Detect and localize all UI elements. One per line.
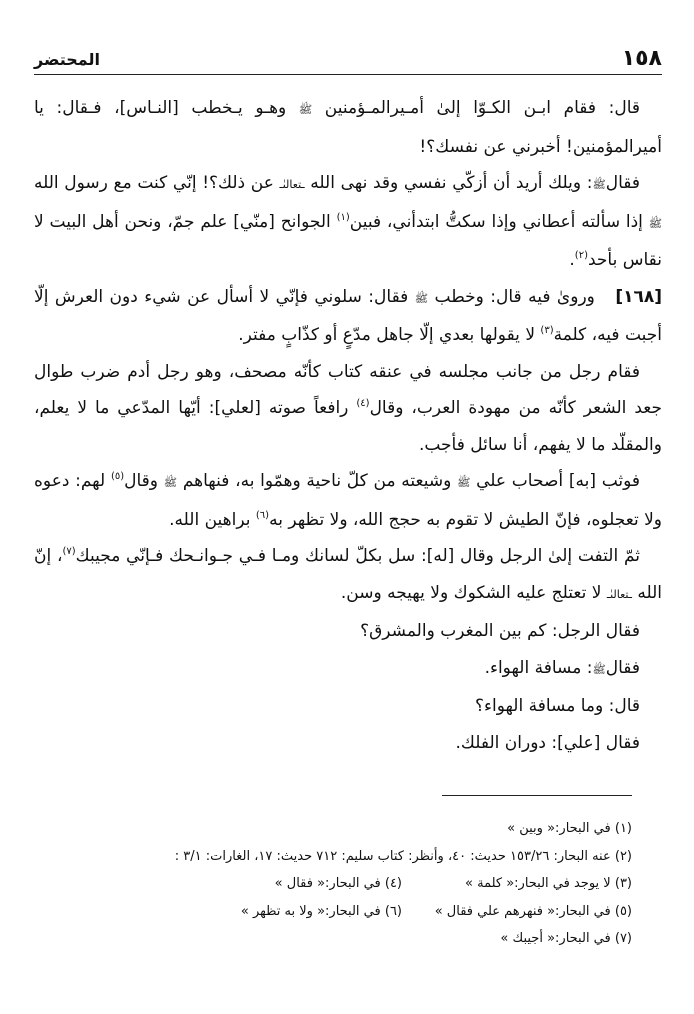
footnote-1: (١) في البحار:« وبين » [507, 821, 632, 836]
footnote-6: (٦) في البحار:« ولا به تظهر » [240, 903, 402, 919]
footnote-7: (٧) في البحار:« أجيبك » [500, 931, 632, 946]
text-span: وروىٰ فيه قال: وخطب [434, 286, 595, 307]
honorific-symbol: ﷺ [414, 291, 429, 305]
footnote-ref-5[interactable]: (٥) [110, 471, 125, 482]
hadith-number: [١٦٨] [615, 286, 663, 307]
honorific-symbol: ﷺ [592, 662, 606, 676]
main-text [34, 90, 662, 761]
honorific-symbol: ﷺ [592, 178, 606, 191]
footnote-row [34, 898, 632, 926]
paragraph-3 [34, 279, 662, 354]
text-span: لهم: دعوه ولا تعجلوه، فإنّ الطيش لا تقوم به حجج الله، ولا تظهر به [34, 471, 662, 530]
footnote-4: (٤) في البحار:« فقال » [274, 876, 402, 891]
footnote-row [34, 870, 632, 898]
footnote-divider [442, 795, 632, 796]
text-span: : مسافة الهواء. [484, 657, 593, 678]
paragraph-10: فقال [علي]: دوران الفلك. [455, 732, 640, 753]
paragraph-6 [34, 538, 662, 613]
paragraph-1 [34, 90, 662, 165]
page-number: ١٥٨ [621, 46, 662, 71]
footnote-5: (٥) في البحار:« فنهرهم علي فقال » [434, 903, 632, 919]
text-span: : ويلك أريد أن أزكّي نفسي وقد نهى الله [310, 173, 593, 193]
text-span: ، إنّ الله [34, 546, 662, 603]
footnote-ref-6[interactable]: (٦) [255, 509, 270, 521]
text-span: فقال: سلوني فإنّي لا أسأل عن شيء دون العرش إلّا أجبت فيه، كلمة [34, 286, 662, 345]
running-title: المحتضر [34, 50, 100, 69]
footnote-ref-7[interactable]: (٧) [62, 546, 76, 557]
paragraph-9: قال: وما مسافة الهواء؟ [474, 696, 640, 716]
text-span: فوثب [به] أصحاب علي [476, 471, 641, 491]
footnote-2: (٢) عنه البحار: ١٥٣/٢٦ حديث: ٤٠، وأنظر: كتاب سليم: ٧١٢ حديث: ١٧، الغارات: ٣/١ : [174, 848, 632, 864]
paragraph-4 [34, 354, 662, 464]
text-span: رافعاً صوته [لعلي]: أيّها المدّعي ما لا يعلم، والمقلّد ما لا يفهم، أنا سائل فأجب. [34, 398, 662, 455]
honorific-symbol: ﷺ [298, 103, 313, 116]
footnote-3: (٣) لا يوجد في البحار:« كلمة » [465, 876, 632, 891]
taala-formula: ـتعالىٰـ [279, 178, 305, 191]
text-span: وهـو يـخطب [النـاس]، فـقال: يا أميرالمؤمنين! أخبرني عن نفسك؟! [34, 98, 662, 157]
text-span: عن ذلك؟! إنّي كنت مع رسول الله [34, 173, 274, 193]
footnote-ref-3[interactable]: (٣) [540, 325, 554, 336]
paragraph-2 [34, 165, 662, 279]
text-span: إذا سألته أعطاني وإذا سكتُّ ابتدأني، فبين [349, 211, 643, 232]
text-span: وقال [124, 471, 159, 491]
text-span: فقال [605, 657, 640, 678]
page-header [34, 40, 662, 75]
honorific-symbol: ﷺ [457, 476, 471, 489]
text-span: فقال [605, 173, 640, 193]
text-span: الجوانح [منّي] علم جمّ، ونحن أهل البيت لا نقاس بأحد [34, 211, 662, 270]
text-span: براهين الله. [169, 509, 251, 530]
text-span: قال: فقام ابـن الكـوّا إلىٰ أمـيرالمـؤمنين [324, 98, 640, 118]
paragraph-8 [34, 650, 662, 689]
salawat-symbol: ﷺ [648, 216, 662, 230]
paragraph-7: فقال الرجل: كم بين المغرب والمشرق؟ [360, 621, 640, 641]
text-span: لا يقولها بعدي إلّا جاهل مدّعٍ أو كذّابٍ مفتر. [238, 325, 536, 345]
taala-formula: ـتعالىٰـ [606, 587, 632, 601]
honorific-symbol: ﷺ [163, 476, 178, 489]
text-span: لا تعتلج عليه الشكوك ولا يهيجه وسن. [340, 582, 602, 603]
footnote-ref-2[interactable]: (٢) [574, 250, 588, 261]
text-span: . [569, 250, 575, 270]
paragraph-5 [34, 463, 662, 538]
text-span: ثمّ التفت إلىٰ الرجل وقال [له]: سل بكلّ لسانك ومـا فـي جـوانـحك فـإنّي مجيبك [75, 546, 640, 566]
text-span: فقام رجل من جانب مجلسه في عنقه كتاب كأنّه مصحف، وهو رجل أدم ضرب طوال جعد الشعر كأنّه من مهودة العرب، وقال [34, 361, 663, 418]
text-span: وشيعته من كلّ ناحية وهمّوا به، فنهاهم [182, 471, 452, 491]
footnote-ref-1[interactable]: (١) [336, 211, 350, 223]
footnote-ref-4[interactable]: (٤) [356, 398, 370, 409]
footnotes-section [34, 815, 632, 953]
